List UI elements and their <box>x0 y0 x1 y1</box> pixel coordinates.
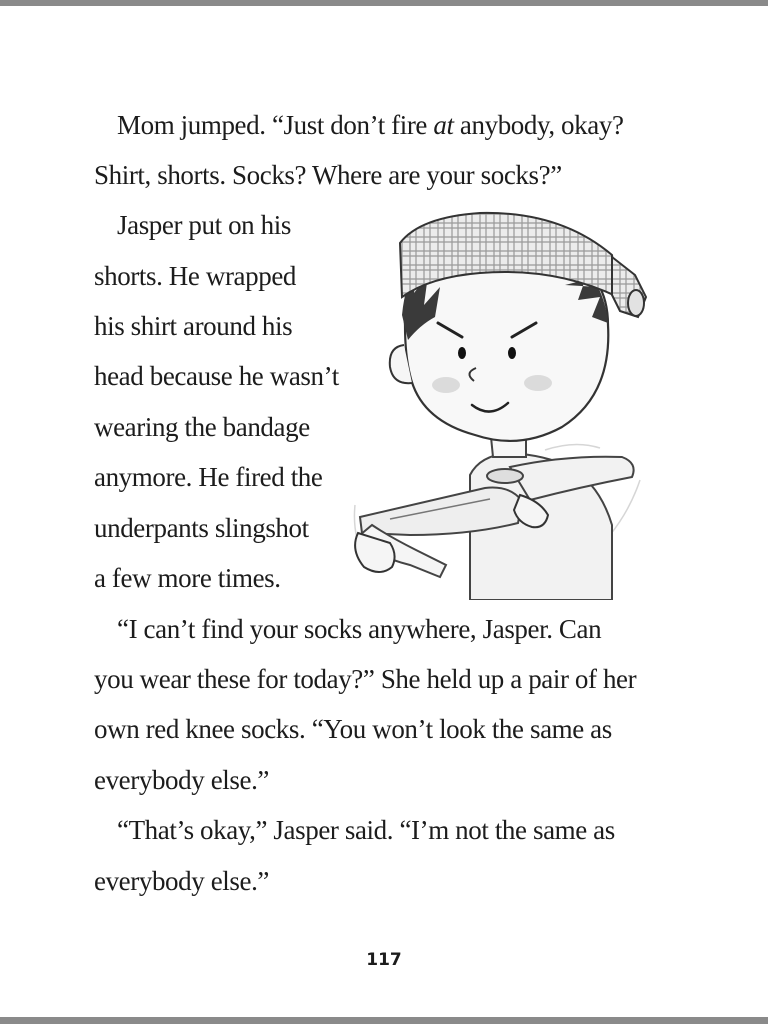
text-line: a few more times. <box>94 563 281 593</box>
bottom-border <box>0 1017 768 1024</box>
text-line: “I can’t find your socks anywhere, Jasper. Can <box>117 614 602 644</box>
text-line: Jasper put on his <box>117 210 291 240</box>
jasper-illustration <box>350 205 650 600</box>
text-line: anymore. He fired the <box>94 462 323 492</box>
text-line: wearing the bandage <box>94 412 310 442</box>
text-line: Shirt, shorts. Socks? Where are your socks?” <box>94 160 562 190</box>
text-line: Mom jumped. “Just don’t fire at anybody, okay? <box>117 110 624 140</box>
text-line: his shirt around his <box>94 311 293 341</box>
emphasis-word: at <box>433 110 454 140</box>
page-number: 117 <box>366 950 402 970</box>
text-line: own red knee socks. “You won’t look the same as <box>94 714 612 744</box>
text-line: everybody else.” <box>94 866 270 896</box>
text-line: shorts. He wrapped <box>94 261 296 291</box>
text-line: “That’s okay,” Jasper said. “I’m not the same as <box>117 815 615 845</box>
top-border <box>0 0 768 6</box>
text-line: head because he wasn’t <box>94 361 339 391</box>
text-line: everybody else.” <box>94 765 270 795</box>
text-line: you wear these for today?” She held up a pair of her <box>94 664 637 694</box>
text-line: underpants slingshot <box>94 513 309 543</box>
